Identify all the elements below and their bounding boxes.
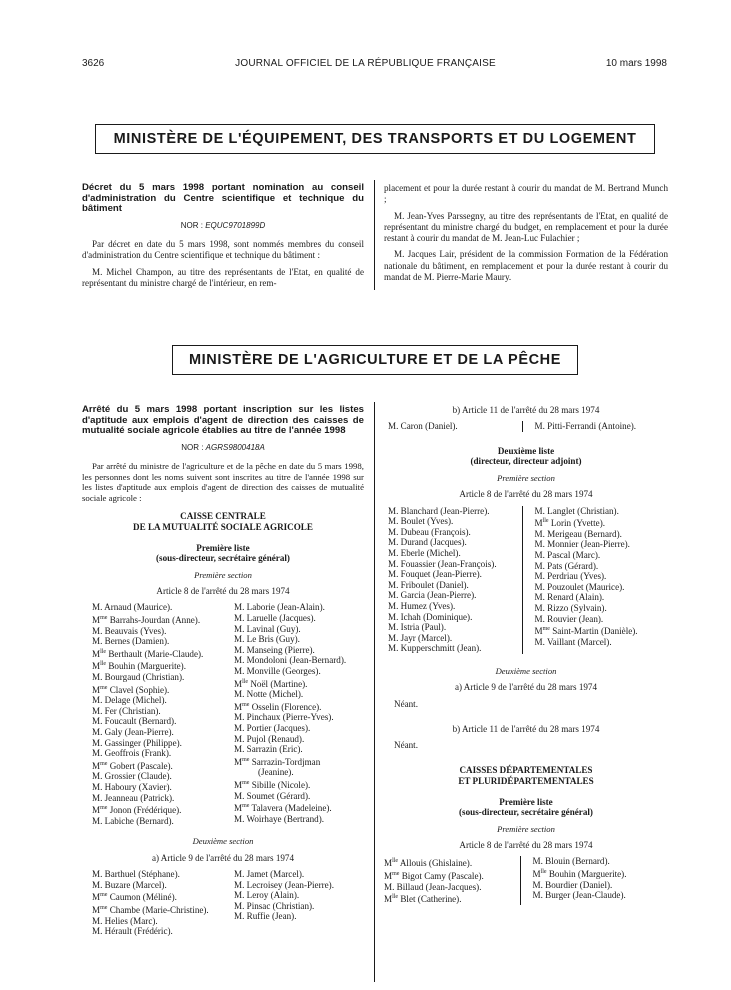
list-item: M. Delage (Michel). xyxy=(92,695,167,706)
cd-premiere-section: Première section xyxy=(497,823,555,834)
list1-names-col1 xyxy=(82,602,222,826)
list-item: M. Bernes (Damien). xyxy=(92,636,170,647)
decree-nor-label: NOR : xyxy=(180,220,203,230)
cd-names-col2 xyxy=(520,856,669,904)
list-item: M. Burger (Jean-Claude). xyxy=(532,890,626,901)
cd-article-8: Article 8 de l'arrêté du 28 mars 1974 xyxy=(459,840,593,851)
list2-article-11b: b) Article 11 de l'arrêté du 28 mars 1974 xyxy=(452,723,600,734)
list-item: M. Merigeau (Bernard). xyxy=(534,528,622,539)
cd-list1-subtitle: (sous-directeur, secrétaire général) xyxy=(459,807,593,818)
decree-nor-code: EQUC9701899D xyxy=(205,220,266,230)
list-item: $M^{me}$ Saint-Martin (Danièle). xyxy=(534,626,638,637)
column-divider-2 xyxy=(374,402,375,982)
list-item: M. Fer (Christian). xyxy=(92,705,161,716)
decree-paragraph-1: Par décret en date du 5 mars 1998, sont nommés membres du conseil d'administration du Centre scientifique et technique du bâtiment : xyxy=(82,239,364,261)
arrete-left-column xyxy=(82,405,364,937)
list-item: M. Monnier (Jean-Pierre). xyxy=(534,539,630,550)
list-item: M. Boulet (Yves). xyxy=(388,516,454,527)
list-item: $M^{me}$ Sarrazin-Tordjman xyxy=(234,756,321,767)
cd-heading xyxy=(384,765,668,786)
list-item: M. Ruffie (Jean). xyxy=(234,911,297,922)
list-item: M. Portier (Jacques). xyxy=(234,723,311,734)
list-item: (Jeanine). xyxy=(258,767,294,778)
list-item: M. Pascal (Marc). xyxy=(534,550,601,561)
list1-names-col2 xyxy=(222,602,364,826)
decree-paragraph-3: placement et pour la durée restant à courir du mandat de M. Bertrand Munch ; xyxy=(384,183,668,205)
list-item: M. Vaillant (Marcel). xyxy=(534,636,612,647)
list-item: $M^{me}$ Gobert (Pascale). xyxy=(92,760,173,771)
list-item: $M^{me}$ Barrahs-Jourdan (Anne). xyxy=(92,615,201,626)
list-item: M. Rizzo (Sylvain). xyxy=(534,603,607,614)
list-item: M. Pouzoulet (Maurice). xyxy=(534,581,625,592)
ccmsa-heading xyxy=(82,511,364,532)
list1-title: Première liste xyxy=(196,542,250,553)
ministry-agriculture-banner xyxy=(172,345,578,375)
list-item: M. Grossier (Claude). xyxy=(92,771,172,782)
list-item: M. Langlet (Christian). xyxy=(534,505,619,516)
list-item: M. Friboulet (Daniel). xyxy=(388,579,469,590)
list-item: $M^{me}$ Chambe (Marie-Christine). xyxy=(92,904,209,915)
list1-premiere-section: Première section xyxy=(194,569,252,580)
arrete-right-column xyxy=(384,405,668,905)
list2-neant-2: Néant. xyxy=(394,740,418,751)
cd-list1-title: Première liste xyxy=(499,796,553,807)
decree-nor xyxy=(82,220,364,231)
list-item: M. Haboury (Xavier). xyxy=(92,782,172,793)
list-item: M. Billaud (Jean-Jacques). xyxy=(384,881,482,892)
list2-title: Deuxième liste xyxy=(497,445,555,456)
list-item: M. Laborie (Jean-Alain). xyxy=(234,602,325,613)
list-item: M. Perdriau (Yves). xyxy=(534,571,607,582)
cd-names xyxy=(384,856,668,904)
list-item: M. Manseing (Pierre). xyxy=(234,644,315,655)
list1-sec2-col1 xyxy=(82,869,222,937)
list-item: $M^{me}$ Sibille (Nicole). xyxy=(234,780,311,791)
list-item: M. Garcia (Jean-Pierre). xyxy=(388,590,477,601)
list-item: M. Pats (Gérard). xyxy=(534,560,599,571)
list-item: M. Beauvais (Yves). xyxy=(92,625,167,636)
list-item: $M^{me}$ Osselin (Florence). xyxy=(234,701,322,712)
list-item: $M^{lle}$ Berthault (Marie-Claude). xyxy=(92,648,204,659)
arrete-nor-label: NOR : xyxy=(181,442,204,452)
list1-names xyxy=(82,602,364,826)
list2-names-col2 xyxy=(522,506,669,654)
list-item: M. Arnaud (Maurice). xyxy=(92,602,173,613)
list-item: M. Lavinal (Guy). xyxy=(234,623,301,634)
list-item: M. Bourgaud (Christian). xyxy=(92,672,185,683)
ccmsa-heading-line-1: CAISSE CENTRALE xyxy=(180,511,266,522)
list-item: M. Rouvier (Jean). xyxy=(534,613,604,624)
list1-article-9a: a) Article 9 de l'arrêté du 28 mars 1974 xyxy=(151,852,295,863)
list1-subtitle: (sous-directeur, secrétaire général) xyxy=(156,553,290,564)
decree-right-column xyxy=(384,183,668,288)
list2-names-col1 xyxy=(384,506,522,654)
list-item: M. Leroy (Alain). xyxy=(234,890,300,901)
list1-deuxieme-section: Deuxième section xyxy=(192,836,254,847)
arrete-intro: Par arrêté du ministre de l'agriculture et de la pêche en date du 5 mars 1998, les personnes dont les noms suivent sont inscrites au titre de l'année 1998 sur les listes d'aptitude aux emplois d'agent de direction des caisses de mutualité sociale agricole : xyxy=(82,461,364,503)
cd-heading-line-2: ET PLURIDÉPARTEMENTALES xyxy=(458,776,594,787)
journal-title: JOURNAL OFFICIEL DE LA RÉPUBLIQUE FRANÇAISE xyxy=(235,58,496,69)
list-item: M. Blanchard (Jean-Pierre). xyxy=(388,505,490,516)
list-item: M. Lecroisey (Jean-Pierre). xyxy=(234,879,334,890)
list-item: M. Sarrazin (Eric). xyxy=(234,744,303,755)
cd-heading-line-1: CAISSES DÉPARTEMENTALES xyxy=(459,765,593,776)
issue-date: 10 mars 1998 xyxy=(605,58,667,69)
list-item: $M^{me}$ Bigot Camy (Pascale). xyxy=(384,871,484,882)
list-item: M. Humez (Yves). xyxy=(388,601,456,612)
list-item: $M^{lle}$ Bouhin (Marguerite). xyxy=(532,869,627,880)
list-item: M. Laruelle (Jacques). xyxy=(234,613,316,624)
list-item: $M^{lle}$ Blet (Catherine). xyxy=(384,894,462,905)
list-item: M. Renard (Alain). xyxy=(534,592,605,603)
decree-paragraph-4: M. Jean-Yves Parssegny, au titre des représentants de l'Etat, en qualité de représentant du ministre chargé du budget, en remplacement et pour la durée restant à courir du mandat de M. Jean-Luc Fulachier ; xyxy=(384,210,668,244)
list2-names xyxy=(384,506,668,654)
arrete-nor xyxy=(82,442,364,453)
list-item: M. Monville (Georges). xyxy=(234,665,321,676)
list1-sec2b-names xyxy=(384,421,668,432)
list1-sec2-names xyxy=(82,869,364,937)
list-item: M. Istria (Paul). xyxy=(388,622,447,633)
list-item: $M^{lle}$ Bouhin (Marguerite). xyxy=(92,661,186,672)
arrete-title: Arrêté du 5 mars 1998 portant inscription sur les listes d'aptitude aux emplois d'agent de direction des caisses de mutualité sociale agricole établies au titre de l'année 1998 xyxy=(82,404,364,437)
list-item: M. Le Bris (Guy). xyxy=(234,634,300,645)
list-item: M. Geoffrois (Frank). xyxy=(92,748,172,759)
list1-sec2-col2 xyxy=(222,869,364,937)
ministry-equipement-banner xyxy=(95,124,655,154)
list-item: $M^{me}$ Caumon (Méliné). xyxy=(92,892,177,903)
list-item: M. Labiche (Bernard). xyxy=(92,815,174,826)
list-item: M. Kupperschmitt (Jean). xyxy=(388,643,482,654)
list-item: M. Notte (Michel). xyxy=(234,689,304,700)
list-item: M. Eberle (Michel). xyxy=(388,548,461,559)
list-item: M. Jeanneau (Patrick). xyxy=(92,792,175,803)
list-item: M. Durand (Jacques). xyxy=(388,537,467,548)
list1-article-11b: b) Article 11 de l'arrêté du 28 mars 1974 xyxy=(452,405,600,415)
list-item: M. Foucault (Bernard). xyxy=(92,716,177,727)
list-item: M. Hérault (Frédéric). xyxy=(92,926,173,937)
list2-neant-1: Néant. xyxy=(394,698,418,709)
list-item: M. Helies (Marc). xyxy=(92,915,158,926)
list-item: M. Galy (Jean-Pierre). xyxy=(92,727,174,738)
list-item: M. Woirhaye (Bertrand). xyxy=(234,813,325,824)
list-item: M. Caron (Daniel). xyxy=(388,421,458,432)
list-item: M. Mondoloni (Jean-Bernard). xyxy=(234,655,347,666)
list-item: M. Jayr (Marcel). xyxy=(388,632,453,643)
list-item: M. Gassinger (Philippe). xyxy=(92,737,182,748)
list-item: M. Soumet (Gérard). xyxy=(234,790,311,801)
list-item: M. Fouquet (Jean-Pierre). xyxy=(388,569,482,580)
cd-names-col1 xyxy=(384,856,520,904)
list-item: M. Pinsac (Christian). xyxy=(234,900,315,911)
arrete-nor-code: AGRS9800418A xyxy=(205,442,265,452)
ministry-agriculture-title: MINISTÈRE DE L'AGRICULTURE ET DE LA PÊCHE xyxy=(188,352,562,368)
list-item: M. Blouin (Bernard). xyxy=(532,856,610,867)
list-item: M. Pitti-Ferrandi (Antoine). xyxy=(534,421,637,432)
column-divider xyxy=(374,180,375,290)
list-item: M. Ichah (Dominique). xyxy=(388,611,473,622)
decree-paragraph-5: M. Jacques Lair, président de la commission Formation de la Fédération nationale du bâtiment, en remplacement et pour la durée restant à courir du mandat de M. Pierre-Marie Maury. xyxy=(384,249,668,283)
list-item: M. Dubeau (François). xyxy=(388,526,471,537)
list-item: $M^{lle}$ Noël (Martine). xyxy=(234,678,308,689)
list2-article-9a: a) Article 9 de l'arrêté du 28 mars 1974 xyxy=(454,682,598,693)
list-item: M. Pinchaux (Pierre-Yves). xyxy=(234,712,334,723)
ministry-equipement-title: MINISTÈRE DE L'ÉQUIPEMENT, DES TRANSPORTS ET DU LOGEMENT xyxy=(113,131,637,147)
list-item: $M^{me}$ Talavera (Madeleine). xyxy=(234,803,332,814)
list-item: M. Bourdier (Daniel). xyxy=(532,879,613,890)
page-number: 3626 xyxy=(82,58,105,69)
decree-title: Décret du 5 mars 1998 portant nomination au conseil d'administration du Centre scientifique et technique du bâtiment xyxy=(82,182,364,215)
list2-deuxieme-section: Deuxième section xyxy=(495,665,557,676)
list-item: M. Barthuel (Stéphane). xyxy=(92,869,180,880)
list-item: $M^{lle}$ Lorin (Yvette). xyxy=(534,518,606,529)
list-item: $M^{lle}$ Allouis (Ghislaine). xyxy=(384,858,473,869)
list-item: $M^{me}$ Clavel (Sophie). xyxy=(92,684,170,695)
list-item: M. Pujol (Renaud). xyxy=(234,733,305,744)
list2-article-8: Article 8 de l'arrêté du 28 mars 1974 xyxy=(459,489,593,500)
list-item: M. Buzare (Marcel). xyxy=(92,879,167,890)
list1-article-8: Article 8 de l'arrêté du 28 mars 1974 xyxy=(156,586,290,597)
list2-subtitle: (directeur, directeur adjoint) xyxy=(470,456,582,467)
decree-paragraph-2: M. Michel Champon, au titre des représentants de l'Etat, en qualité de représentant du ministre chargé de l'intérieur, en rem- xyxy=(82,266,364,288)
list2-heading xyxy=(384,446,668,467)
list1-heading xyxy=(82,543,364,564)
list-item: M. Jamet (Marcel). xyxy=(234,869,305,880)
list2-premiere-section: Première section xyxy=(497,473,555,484)
decree-left-column xyxy=(82,183,364,294)
list-item: $M^{me}$ Jonon (Frédérique). xyxy=(92,805,182,816)
ccmsa-heading-line-2: DE LA MUTUALITÉ SOCIALE AGRICOLE xyxy=(133,522,313,533)
list1-sec2b-col1 xyxy=(384,421,522,432)
list-item: M. Fouassier (Jean-François). xyxy=(388,558,497,569)
cd-list1-heading xyxy=(384,797,668,818)
list1-sec2b-col2 xyxy=(522,421,669,432)
